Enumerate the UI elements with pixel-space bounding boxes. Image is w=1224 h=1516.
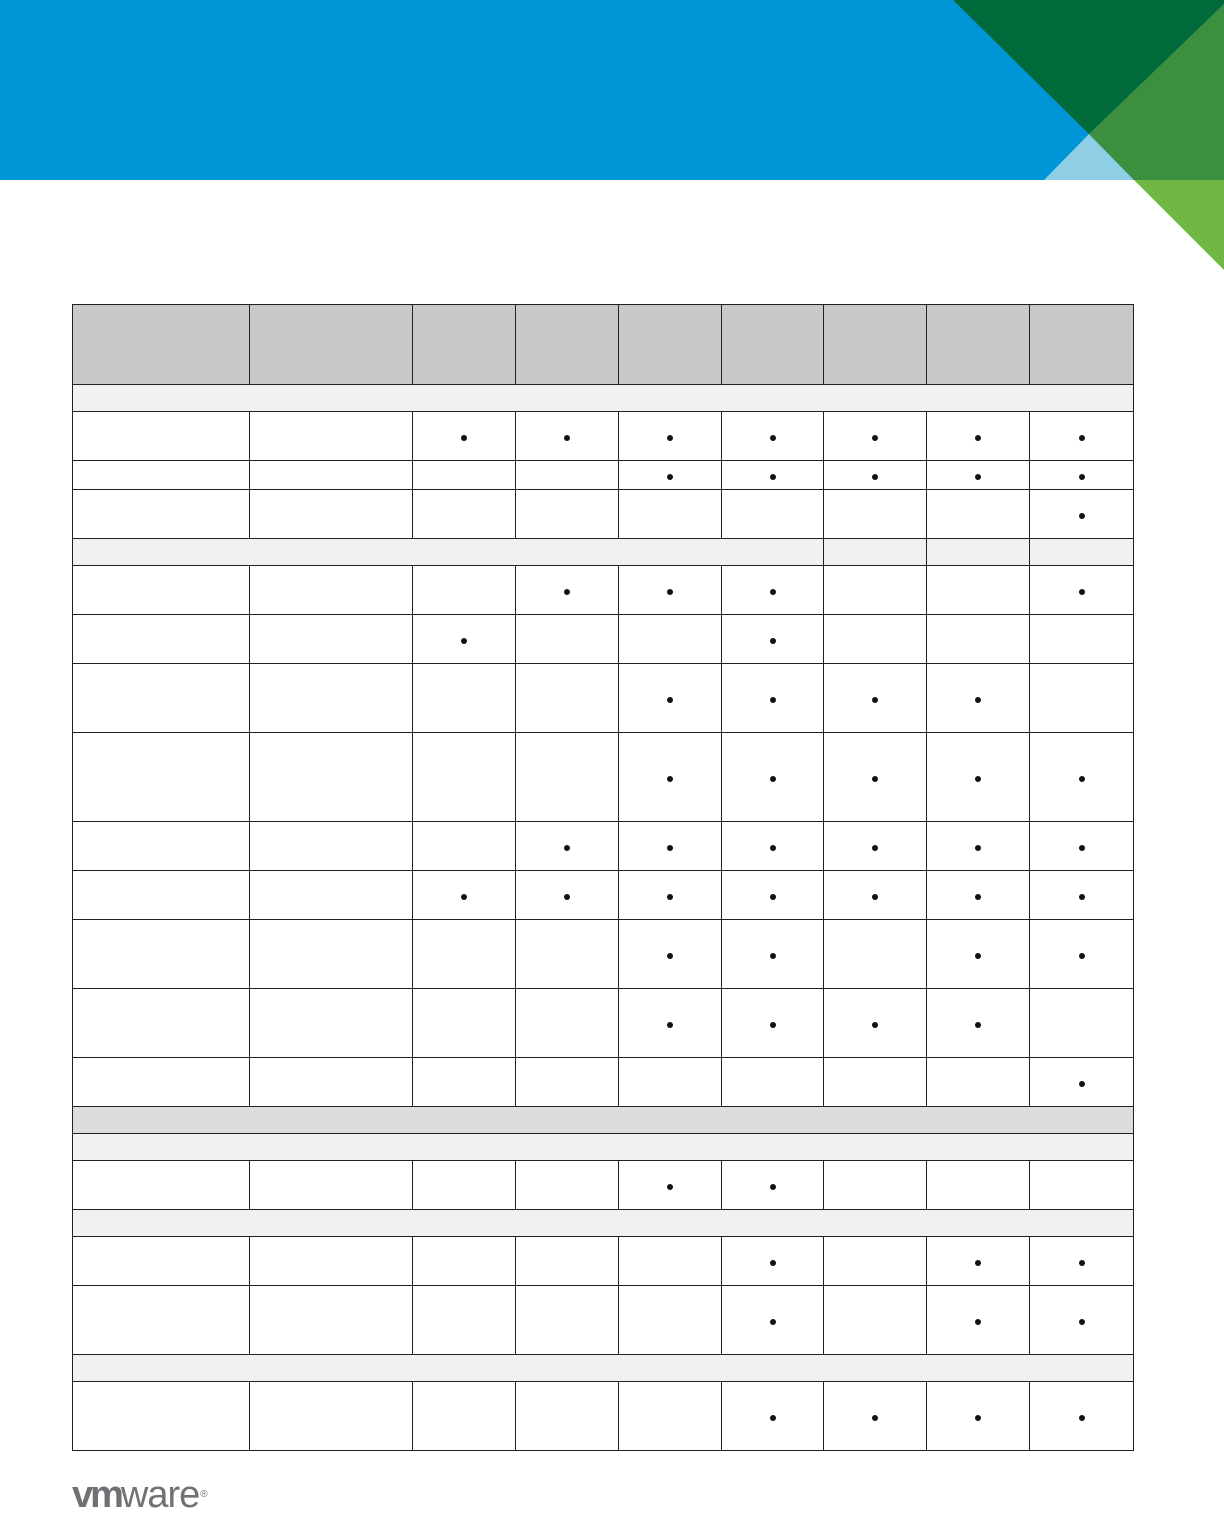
section-row bbox=[73, 1355, 1134, 1382]
row-label-cell bbox=[250, 490, 413, 539]
feature-cell bbox=[722, 412, 824, 461]
feature-cell bbox=[927, 566, 1030, 615]
bullet-dot-icon bbox=[770, 1022, 776, 1028]
bullet-dot-icon bbox=[1079, 1260, 1085, 1266]
bullet-dot-icon bbox=[1079, 589, 1085, 595]
section-cell bbox=[824, 539, 927, 566]
table-header-row bbox=[73, 305, 1134, 385]
feature-cell bbox=[516, 1161, 619, 1210]
table-row bbox=[73, 1161, 1134, 1210]
feature-cell bbox=[516, 1237, 619, 1286]
section-row bbox=[73, 1134, 1134, 1161]
feature-cell bbox=[824, 871, 927, 920]
feature-cell bbox=[619, 1161, 722, 1210]
feature-cell bbox=[619, 871, 722, 920]
feature-cell bbox=[722, 989, 824, 1058]
feature-cell bbox=[413, 871, 516, 920]
feature-cell bbox=[1030, 1161, 1134, 1210]
table-row bbox=[73, 490, 1134, 539]
feature-cell bbox=[413, 920, 516, 989]
header-banner bbox=[0, 0, 1224, 270]
feature-cell bbox=[516, 664, 619, 733]
feature-cell bbox=[413, 412, 516, 461]
feature-cell bbox=[1030, 664, 1134, 733]
bullet-dot-icon bbox=[770, 638, 776, 644]
bullet-dot-icon bbox=[1079, 513, 1085, 519]
section-row bbox=[73, 1107, 1134, 1134]
bullet-dot-icon bbox=[564, 845, 570, 851]
feature-cell bbox=[927, 664, 1030, 733]
section-cell bbox=[73, 1210, 1134, 1237]
row-label-cell bbox=[250, 615, 413, 664]
feature-cell bbox=[722, 1286, 824, 1355]
bullet-dot-icon bbox=[1079, 474, 1085, 480]
row-label-cell bbox=[73, 664, 250, 733]
feature-cell bbox=[824, 490, 927, 539]
bullet-dot-icon bbox=[770, 1184, 776, 1190]
feature-cell bbox=[1030, 1286, 1134, 1355]
feature-matrix-table bbox=[72, 304, 1134, 1451]
section-row bbox=[73, 539, 1134, 566]
feature-cell bbox=[824, 1286, 927, 1355]
bullet-dot-icon bbox=[667, 776, 673, 782]
feature-cell bbox=[413, 1382, 516, 1451]
feature-cell bbox=[619, 615, 722, 664]
bullet-dot-icon bbox=[1079, 776, 1085, 782]
bullet-dot-icon bbox=[975, 1415, 981, 1421]
table-row bbox=[73, 920, 1134, 989]
table-row bbox=[73, 412, 1134, 461]
feature-cell bbox=[1030, 989, 1134, 1058]
row-label-cell bbox=[73, 1058, 250, 1107]
feature-cell bbox=[927, 871, 1030, 920]
bullet-dot-icon bbox=[667, 474, 673, 480]
row-label-cell bbox=[73, 989, 250, 1058]
feature-cell bbox=[824, 920, 927, 989]
section-cell bbox=[1030, 539, 1134, 566]
bullet-dot-icon bbox=[770, 697, 776, 703]
feature-cell bbox=[516, 1058, 619, 1107]
bullet-dot-icon bbox=[872, 474, 878, 480]
bullet-dot-icon bbox=[872, 1415, 878, 1421]
bullet-dot-icon bbox=[975, 1260, 981, 1266]
row-label-cell bbox=[250, 461, 413, 490]
header-cell bbox=[413, 305, 516, 385]
bullet-dot-icon bbox=[461, 894, 467, 900]
feature-cell bbox=[619, 822, 722, 871]
bullet-dot-icon bbox=[975, 1022, 981, 1028]
feature-cell bbox=[722, 1382, 824, 1451]
section-row bbox=[73, 385, 1134, 412]
bullet-dot-icon bbox=[1079, 435, 1085, 441]
bullet-dot-icon bbox=[1079, 1415, 1085, 1421]
row-label-cell bbox=[73, 1161, 250, 1210]
bullet-dot-icon bbox=[564, 435, 570, 441]
bullet-dot-icon bbox=[461, 435, 467, 441]
row-label-cell bbox=[250, 1237, 413, 1286]
feature-cell bbox=[516, 1382, 619, 1451]
bullet-dot-icon bbox=[461, 638, 467, 644]
feature-cell bbox=[619, 920, 722, 989]
row-label-cell bbox=[73, 733, 250, 822]
feature-cell bbox=[927, 1161, 1030, 1210]
row-label-cell bbox=[73, 1382, 250, 1451]
feature-cell bbox=[516, 461, 619, 490]
bullet-dot-icon bbox=[872, 435, 878, 441]
feature-cell bbox=[619, 461, 722, 490]
bullet-dot-icon bbox=[564, 894, 570, 900]
header-cell bbox=[1030, 305, 1134, 385]
feature-cell bbox=[824, 461, 927, 490]
feature-cell bbox=[1030, 822, 1134, 871]
row-label-cell bbox=[250, 1161, 413, 1210]
feature-cell bbox=[824, 822, 927, 871]
table-row bbox=[73, 664, 1134, 733]
feature-cell bbox=[1030, 615, 1134, 664]
bullet-dot-icon bbox=[1079, 845, 1085, 851]
feature-cell bbox=[619, 664, 722, 733]
section-cell bbox=[927, 539, 1030, 566]
banner-graphic bbox=[0, 0, 1224, 270]
feature-cell bbox=[722, 1161, 824, 1210]
logo-registered-mark: ® bbox=[200, 1489, 208, 1500]
banner-light-green-triangle bbox=[1134, 180, 1224, 270]
bullet-dot-icon bbox=[564, 589, 570, 595]
feature-cell bbox=[824, 1382, 927, 1451]
table-row bbox=[73, 615, 1134, 664]
feature-cell bbox=[927, 1286, 1030, 1355]
feature-cell bbox=[927, 412, 1030, 461]
feature-cell bbox=[722, 615, 824, 664]
feature-cell bbox=[824, 1058, 927, 1107]
feature-cell bbox=[619, 566, 722, 615]
row-label-cell bbox=[250, 989, 413, 1058]
feature-cell bbox=[927, 989, 1030, 1058]
feature-cell bbox=[1030, 1058, 1134, 1107]
section-cell bbox=[73, 1107, 1134, 1134]
feature-cell bbox=[824, 733, 927, 822]
header-cell bbox=[73, 305, 250, 385]
bullet-dot-icon bbox=[975, 776, 981, 782]
section-cell bbox=[73, 1134, 1134, 1161]
row-label-cell bbox=[250, 1286, 413, 1355]
feature-cell bbox=[824, 664, 927, 733]
bullet-dot-icon bbox=[667, 953, 673, 959]
feature-cell bbox=[722, 461, 824, 490]
bullet-dot-icon bbox=[872, 1022, 878, 1028]
feature-cell bbox=[413, 1286, 516, 1355]
feature-cell bbox=[413, 490, 516, 539]
feature-cell bbox=[1030, 920, 1134, 989]
row-label-cell bbox=[250, 566, 413, 615]
feature-cell bbox=[927, 490, 1030, 539]
feature-cell bbox=[413, 1058, 516, 1107]
feature-cell bbox=[413, 461, 516, 490]
row-label-cell bbox=[250, 412, 413, 461]
bullet-dot-icon bbox=[1079, 894, 1085, 900]
feature-cell bbox=[927, 733, 1030, 822]
feature-cell bbox=[927, 920, 1030, 989]
feature-cell bbox=[413, 1161, 516, 1210]
bullet-dot-icon bbox=[770, 589, 776, 595]
row-label-cell bbox=[250, 822, 413, 871]
feature-cell bbox=[516, 989, 619, 1058]
feature-cell bbox=[927, 461, 1030, 490]
feature-cell bbox=[824, 989, 927, 1058]
bullet-dot-icon bbox=[770, 845, 776, 851]
bullet-dot-icon bbox=[975, 435, 981, 441]
feature-cell bbox=[1030, 412, 1134, 461]
feature-cell bbox=[413, 615, 516, 664]
bullet-dot-icon bbox=[770, 953, 776, 959]
feature-cell bbox=[619, 1382, 722, 1451]
feature-cell bbox=[1030, 461, 1134, 490]
bullet-dot-icon bbox=[667, 1184, 673, 1190]
section-cell bbox=[73, 385, 1134, 412]
feature-cell bbox=[824, 1161, 927, 1210]
bullet-dot-icon bbox=[667, 894, 673, 900]
feature-cell bbox=[1030, 871, 1134, 920]
bullet-dot-icon bbox=[667, 1022, 673, 1028]
feature-cell bbox=[1030, 1237, 1134, 1286]
feature-cell bbox=[516, 822, 619, 871]
row-label-cell bbox=[73, 1237, 250, 1286]
bullet-dot-icon bbox=[975, 697, 981, 703]
feature-cell bbox=[1030, 1382, 1134, 1451]
bullet-dot-icon bbox=[975, 474, 981, 480]
feature-cell bbox=[516, 1286, 619, 1355]
section-cell bbox=[73, 1355, 1134, 1382]
row-label-cell bbox=[73, 822, 250, 871]
row-label-cell bbox=[250, 733, 413, 822]
bullet-dot-icon bbox=[770, 435, 776, 441]
table-row bbox=[73, 1058, 1134, 1107]
feature-cell bbox=[619, 1237, 722, 1286]
feature-cell bbox=[824, 1237, 927, 1286]
logo-ware: ware bbox=[120, 1474, 200, 1516]
row-label-cell bbox=[73, 871, 250, 920]
row-label-cell bbox=[250, 664, 413, 733]
feature-cell bbox=[1030, 566, 1134, 615]
bullet-dot-icon bbox=[667, 589, 673, 595]
feature-cell bbox=[927, 615, 1030, 664]
feature-cell bbox=[927, 822, 1030, 871]
bullet-dot-icon bbox=[770, 1319, 776, 1325]
feature-cell bbox=[413, 733, 516, 822]
feature-cell bbox=[619, 1286, 722, 1355]
row-label-cell bbox=[250, 871, 413, 920]
feature-cell bbox=[722, 733, 824, 822]
bullet-dot-icon bbox=[872, 776, 878, 782]
table-row bbox=[73, 1237, 1134, 1286]
row-label-cell bbox=[73, 615, 250, 664]
table-row bbox=[73, 1382, 1134, 1451]
bullet-dot-icon bbox=[770, 776, 776, 782]
bullet-dot-icon bbox=[1079, 1081, 1085, 1087]
feature-cell bbox=[824, 412, 927, 461]
feature-cell bbox=[619, 1058, 722, 1107]
bullet-dot-icon bbox=[1079, 1319, 1085, 1325]
feature-cell bbox=[722, 1058, 824, 1107]
feature-cell bbox=[413, 1237, 516, 1286]
feature-cell bbox=[1030, 490, 1134, 539]
bullet-dot-icon bbox=[975, 953, 981, 959]
feature-cell bbox=[516, 615, 619, 664]
table-row bbox=[73, 566, 1134, 615]
bullet-dot-icon bbox=[1079, 953, 1085, 959]
header-cell bbox=[927, 305, 1030, 385]
feature-cell bbox=[722, 566, 824, 615]
feature-cell bbox=[1030, 733, 1134, 822]
feature-cell bbox=[722, 490, 824, 539]
table-row bbox=[73, 1286, 1134, 1355]
row-label-cell bbox=[250, 1382, 413, 1451]
header-cell bbox=[516, 305, 619, 385]
bullet-dot-icon bbox=[667, 845, 673, 851]
row-label-cell bbox=[250, 920, 413, 989]
bullet-dot-icon bbox=[770, 1260, 776, 1266]
row-label-cell bbox=[73, 920, 250, 989]
row-label-cell bbox=[250, 1058, 413, 1107]
bullet-dot-icon bbox=[975, 894, 981, 900]
feature-cell bbox=[927, 1382, 1030, 1451]
feature-cell bbox=[722, 1237, 824, 1286]
feature-cell bbox=[516, 871, 619, 920]
feature-cell bbox=[619, 989, 722, 1058]
feature-cell bbox=[927, 1058, 1030, 1107]
feature-cell bbox=[413, 989, 516, 1058]
bullet-dot-icon bbox=[975, 1319, 981, 1325]
table-row bbox=[73, 733, 1134, 822]
bullet-dot-icon bbox=[975, 845, 981, 851]
feature-cell bbox=[413, 566, 516, 615]
feature-cell bbox=[722, 664, 824, 733]
bullet-dot-icon bbox=[770, 1415, 776, 1421]
feature-cell bbox=[927, 1237, 1030, 1286]
feature-cell bbox=[516, 733, 619, 822]
feature-cell bbox=[413, 664, 516, 733]
header-cell bbox=[619, 305, 722, 385]
header-cell bbox=[722, 305, 824, 385]
feature-cell bbox=[824, 615, 927, 664]
table-row bbox=[73, 822, 1134, 871]
table-row bbox=[73, 461, 1134, 490]
feature-cell bbox=[619, 490, 722, 539]
feature-cell bbox=[722, 822, 824, 871]
feature-cell bbox=[824, 566, 927, 615]
logo-vm: vm bbox=[72, 1474, 121, 1516]
bullet-dot-icon bbox=[770, 474, 776, 480]
bullet-dot-icon bbox=[872, 894, 878, 900]
row-label-cell bbox=[73, 412, 250, 461]
row-label-cell bbox=[73, 1286, 250, 1355]
row-label-cell bbox=[73, 566, 250, 615]
feature-cell bbox=[516, 490, 619, 539]
table-row bbox=[73, 871, 1134, 920]
feature-cell bbox=[413, 822, 516, 871]
row-label-cell bbox=[73, 490, 250, 539]
bullet-dot-icon bbox=[872, 697, 878, 703]
table-row bbox=[73, 989, 1134, 1058]
bullet-dot-icon bbox=[667, 435, 673, 441]
vmware-logo bbox=[72, 1474, 208, 1516]
bullet-dot-icon bbox=[872, 845, 878, 851]
section-cell bbox=[73, 539, 824, 566]
feature-cell bbox=[722, 920, 824, 989]
feature-cell bbox=[619, 733, 722, 822]
feature-cell bbox=[619, 412, 722, 461]
section-row bbox=[73, 1210, 1134, 1237]
bullet-dot-icon bbox=[770, 894, 776, 900]
header-cell bbox=[824, 305, 927, 385]
feature-cell bbox=[722, 871, 824, 920]
bullet-dot-icon bbox=[667, 697, 673, 703]
feature-cell bbox=[516, 920, 619, 989]
header-cell bbox=[250, 305, 413, 385]
feature-cell bbox=[516, 412, 619, 461]
row-label-cell bbox=[73, 461, 250, 490]
feature-cell bbox=[516, 566, 619, 615]
